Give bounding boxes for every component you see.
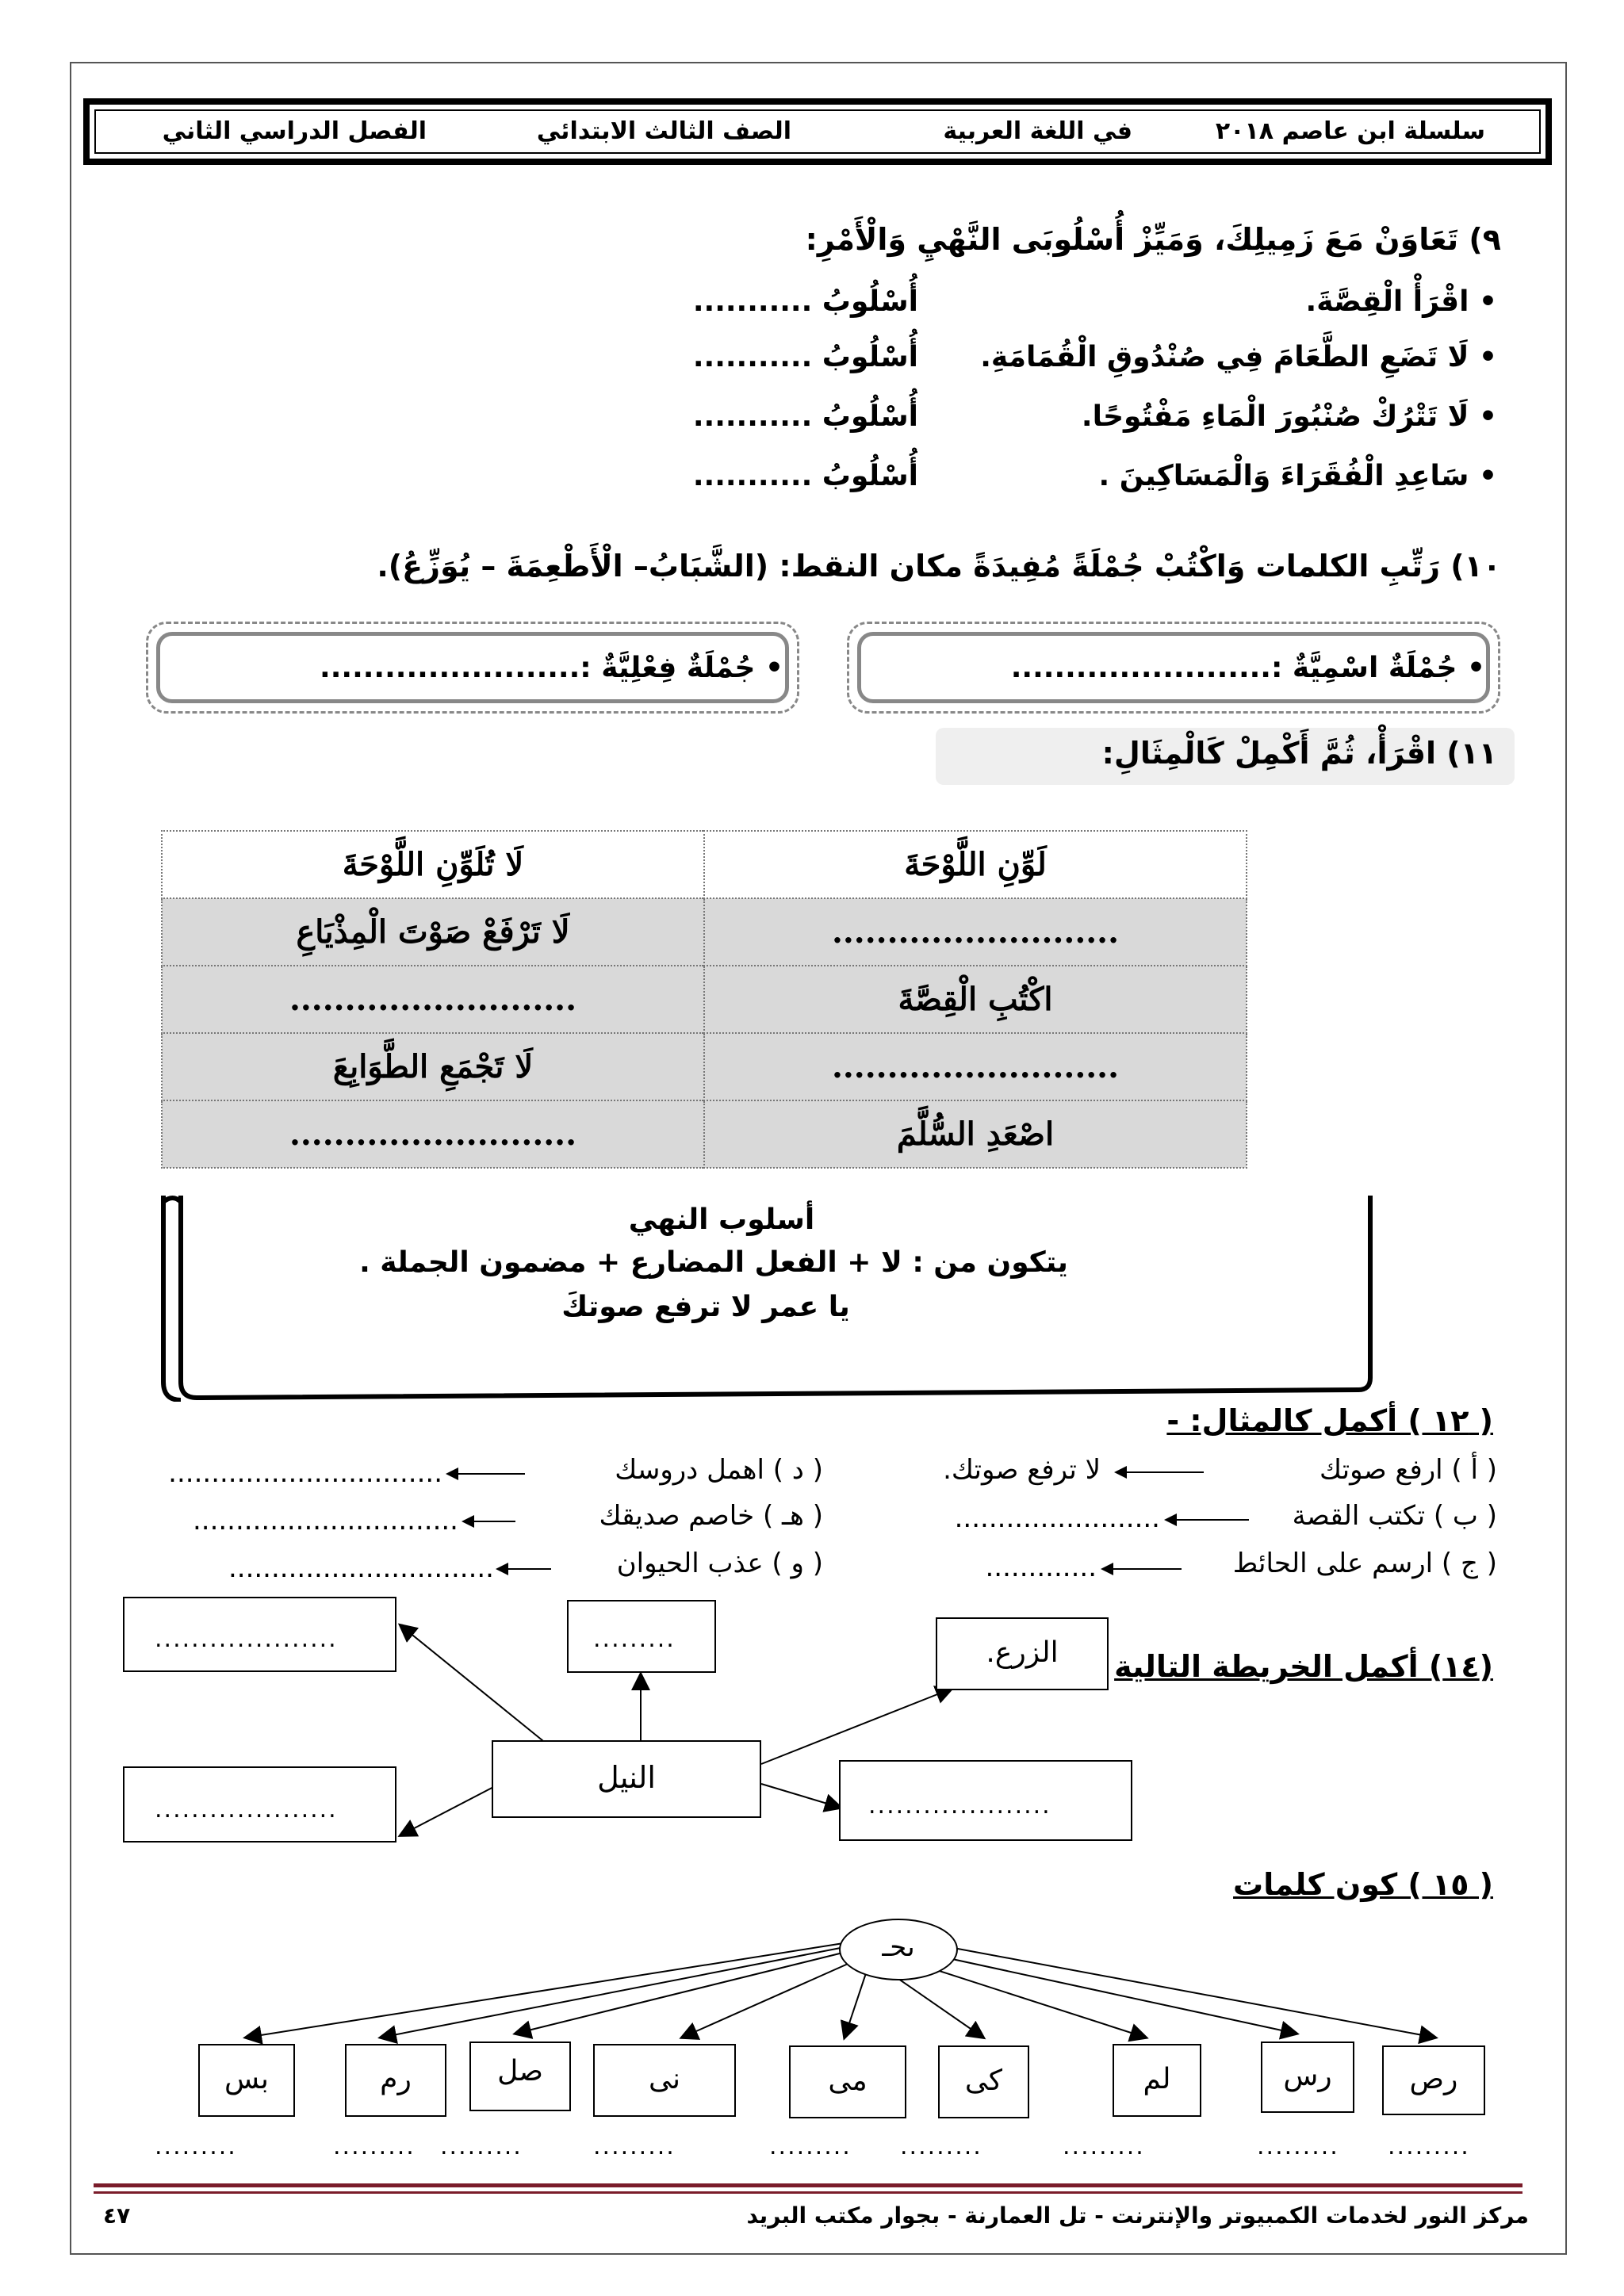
q12-item-f: ( و ) عذب الحيوان: [616, 1548, 823, 1579]
table-cell: لَا تَجْمَعِ الطَّوَابِعَ: [162, 1033, 704, 1100]
map-center-text: النيل: [597, 1760, 656, 1795]
footer-rule: [94, 2183, 1522, 2187]
q12-answer-b[interactable]: ........................: [954, 1502, 1160, 1534]
syllable-text: رم: [380, 2063, 412, 2095]
footer-text: مركز النور لخدمات الكمبيوتر والإنترنت - تل العمارنة - بجوار مكتب البريد: [746, 2202, 1529, 2229]
q9-label-1: أُسْلُوبُ ...........: [692, 285, 918, 318]
word-blank[interactable]: .........: [333, 2133, 416, 2160]
q12-answer-a: لا ترفع صوتك.: [943, 1454, 1101, 1486]
rule-line-1: يتكون من : لا + الفعل المضارع + مضمون الجملة .: [359, 1246, 1068, 1279]
footer-rule: [94, 2191, 1522, 2194]
q9-label-2: أُسْلُوبُ ...........: [692, 341, 918, 373]
q9-sentence-2: • لَا تَضَعِ الطَّعَامَ فِي صُنْدُوقِ الْقُمَامَةِ.: [980, 341, 1497, 373]
q12-item-e: ( هـ ) خاصم صديقك: [599, 1500, 823, 1532]
map-blank-bottom-left: ....................: [155, 1796, 338, 1823]
q12-item-b: ( ب ) تكتب القصة: [1292, 1500, 1497, 1532]
map-blank-top-left: ....................: [155, 1625, 338, 1653]
verbal-sentence-field[interactable]: • جُمْلَةٌ فِعْلِيَّةٌ :........................: [320, 652, 783, 684]
q12-answer-f[interactable]: ...............................: [228, 1552, 494, 1584]
q14-title: (١٤) أكمل الخريطة التالية: [1114, 1649, 1493, 1684]
table-cell: لَا تُلَوِّنِ اللَّوْحَةَ: [162, 831, 704, 898]
q12-item-a: ( أ ) ارفع صوتك: [1320, 1454, 1497, 1486]
q9-sentence-4: • سَاعِدِ الْفُقَرَاءَ وَالْمَسَاكِينَ .: [1098, 460, 1497, 492]
rule-title: أسلوب النهي: [628, 1203, 815, 1236]
root-text: ىحـ: [882, 1931, 915, 1963]
syllable-text: صل: [497, 2055, 543, 2087]
q12-answer-d[interactable]: ................................: [168, 1457, 442, 1489]
header-term: الفصل الدراسي الثاني: [162, 117, 427, 145]
syllable-text: كى: [964, 2064, 1003, 2097]
table-cell-blank[interactable]: ..........................: [704, 898, 1247, 966]
table-cell: اصْعَدِ السُّلَّمَ: [704, 1100, 1247, 1168]
word-blank[interactable]: .........: [440, 2133, 523, 2160]
word-blank[interactable]: .........: [1063, 2133, 1145, 2160]
word-blank[interactable]: .........: [769, 2133, 852, 2160]
q9-prompt: ٩) تَعَاوَنْ مَعَ زَمِيلِكَ، وَمَيِّزْ أُسْلُوبَى النَّهْيِ وَالْأَمْرِ:: [805, 222, 1501, 257]
map-blank-bottom-right: ....................: [868, 1792, 1051, 1820]
q9-label-4: أُسْلُوبُ ...........: [692, 460, 918, 492]
header-subject: في اللغة العربية: [943, 117, 1132, 145]
q10-prompt: ١٠) رَتِّبِ الكلمات وَاكْتُبْ جُمْلَةً مُفِيدَةً مكان النقط: (الشَّبَابُ– الْأَطْعِمَةَ – يُوَزِّعُ).: [377, 549, 1501, 584]
q9-sentence-1: • اقْرَأْ الْقِصَّةَ.: [1305, 285, 1497, 318]
syllable-text: لم: [1143, 2063, 1171, 2095]
q12-item-c: ( ج ) ارسم على الحائط: [1232, 1548, 1497, 1579]
word-blank[interactable]: .........: [155, 2133, 237, 2160]
q12-title: ( ١٢ ) أكمل كالمثال: -: [1166, 1403, 1493, 1438]
nominal-sentence-field[interactable]: • جُمْلَةٌ اسْمِيَّةٌ :........................: [1010, 652, 1485, 684]
table-cell-blank[interactable]: ..........................: [704, 1033, 1247, 1100]
syllable-text: رص: [1409, 2063, 1458, 2095]
page-number: ٤٧: [103, 2202, 131, 2229]
table-cell-blank[interactable]: ..........................: [162, 966, 704, 1033]
syllable-text: رس: [1283, 2060, 1332, 2092]
word-blank[interactable]: .........: [1257, 2133, 1339, 2160]
header-grade: الصف الثالث الابتدائي: [536, 117, 791, 145]
q12-answer-c[interactable]: .............: [985, 1552, 1097, 1583]
table-cell: اكْتُبِ الْقِصَّةَ: [704, 966, 1247, 1033]
q11-prompt: ١١) اقْرَأْ، ثُمَّ أَكْمِلْ كَالْمِثَالِ:: [1101, 736, 1497, 771]
table-cell: لَوِّنِ اللَّوْحَةَ: [704, 831, 1247, 898]
q9-label-3: أُسْلُوبُ ...........: [692, 400, 918, 433]
table-cell-blank[interactable]: ..........................: [162, 1100, 704, 1168]
q12-item-d: ( د ) اهمل دروسك: [615, 1454, 823, 1486]
table-cell: لَا تَرْفَعْ صَوْتَ الْمِذْيَاعِ: [162, 898, 704, 966]
q9-sentence-3: • لَا تَتْرُكْ صُنْبُورَ الْمَاءِ مَفْتُوحًا.: [1081, 400, 1497, 433]
syllable-text: مى: [828, 2064, 868, 2097]
header-series: سلسلة ابن عاصم ٢٠١٨: [1215, 117, 1485, 145]
map-blank-top-center: .........: [593, 1625, 676, 1653]
word-blank[interactable]: .........: [1388, 2133, 1470, 2160]
rule-line-2: يا عمر لا ترفع صوتكَ: [561, 1291, 850, 1323]
map-example-text: الزرع.: [986, 1636, 1059, 1669]
word-blank[interactable]: .........: [593, 2133, 676, 2160]
word-blank[interactable]: .........: [900, 2133, 982, 2160]
q15-title: ( ١٥ ) كون كلمات: [1233, 1867, 1493, 1902]
syllable-text: بس: [224, 2063, 269, 2095]
q12-answer-e[interactable]: ...............................: [192, 1505, 458, 1536]
syllable-text: نى: [648, 2063, 681, 2095]
